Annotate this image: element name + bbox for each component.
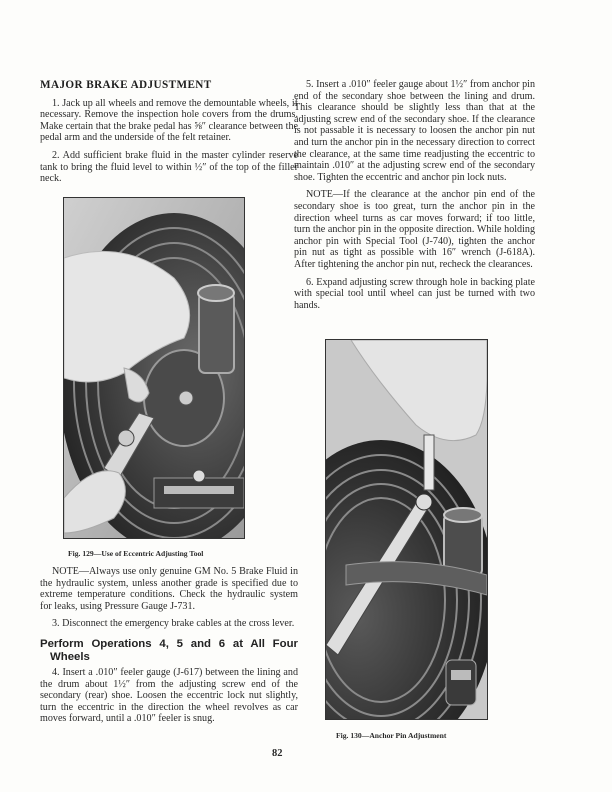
sub-heading-operations: Perform Operations 4, 5 and 6 at All Four Wheels bbox=[40, 637, 298, 663]
anchor-pin-adjustment-illustration bbox=[326, 340, 487, 719]
figure-130-caption: Fig. 130—Anchor Pin Adjustment bbox=[336, 731, 447, 740]
paragraph-step-3: 3. Disconnect the emergency brake cables at the cross lever. bbox=[52, 618, 295, 630]
eccentric-adjusting-tool-illustration bbox=[64, 198, 244, 538]
paragraph-step-2: 2. Add sufficient brake fluid in the master cylinder reserve tank to bring the fluid level to within ½″ of the top of the filler neck. bbox=[40, 149, 298, 185]
note-brake-fluid: NOTE—Always use only genuine GM No. 5 Brake Fluid in the hydraulic system, unless another grade is specified due to extreme temperature conditions. Check the hydraulic system for leaks, using Pressure Gauge J-731. bbox=[40, 566, 298, 612]
paragraph-step-6: 6. Expand adjusting screw through hole in backing plate with special tool until wheel can just be turned with two hands. bbox=[294, 276, 535, 311]
page-number: 82 bbox=[272, 748, 283, 759]
figure-129-caption: Fig. 129—Use of Eccentric Adjusting Tool bbox=[68, 549, 204, 558]
note-anchor-pin: NOTE—If the clearance at the anchor pin end of the secondary shoe is too great, turn the anchor pin in the direction wheel turns as car moves forward; if too little, turn the anchor pin in the opposite direction. While holding anchor pin with Special Tool (J-740), tighten the anchor pin nut as tight as possible with 16″ wrench (J-618A). After tightening the anchor pin nut, recheck the clearances. bbox=[294, 189, 535, 270]
paragraph-step-5: 5. Insert a .010″ feeler gauge about 1½″ from anchor pin end of the secondary shoe between the lining and drum. This clearance should be slightly less than that at the adjusting screw end of the secondary shoe. If the clearance is not passable it is necessary to loosen the anchor pin nut and turn the anchor pin in the necessary direction to correct the clearance, at the same time readjusting the eccentric to maintain .010″ at the adjusting screw end of the secondary shoe. Tighten the eccentric and anchor pin lock nuts. bbox=[294, 79, 535, 183]
figure-129-photo bbox=[63, 197, 245, 539]
right-column bbox=[294, 79, 535, 317]
section-title: MAJOR BRAKE ADJUSTMENT bbox=[40, 79, 212, 91]
paragraph-step-4: 4. Insert a .010″ feeler gauge (J-617) between the lining and the drum about 1½″ from the adjusting screw end of the secondary (rear) shoe. Loosen the eccentric lock nut slightly, turn the eccentric in the direction the wheel revolves as car moves forward, until a .010″ feeler is snug. bbox=[40, 666, 298, 725]
left-column-lower bbox=[40, 566, 298, 731]
figure-130-photo bbox=[325, 339, 488, 720]
left-column bbox=[40, 80, 298, 191]
paragraph-step-1: 1. Jack up all wheels and remove the demountable wheels, if necessary. Remove the inspection hole covers from the drums. Make certain that the brake pedal has ⅝″ clearance between the pedal arm and the underside of the felt retainer. bbox=[40, 97, 298, 144]
